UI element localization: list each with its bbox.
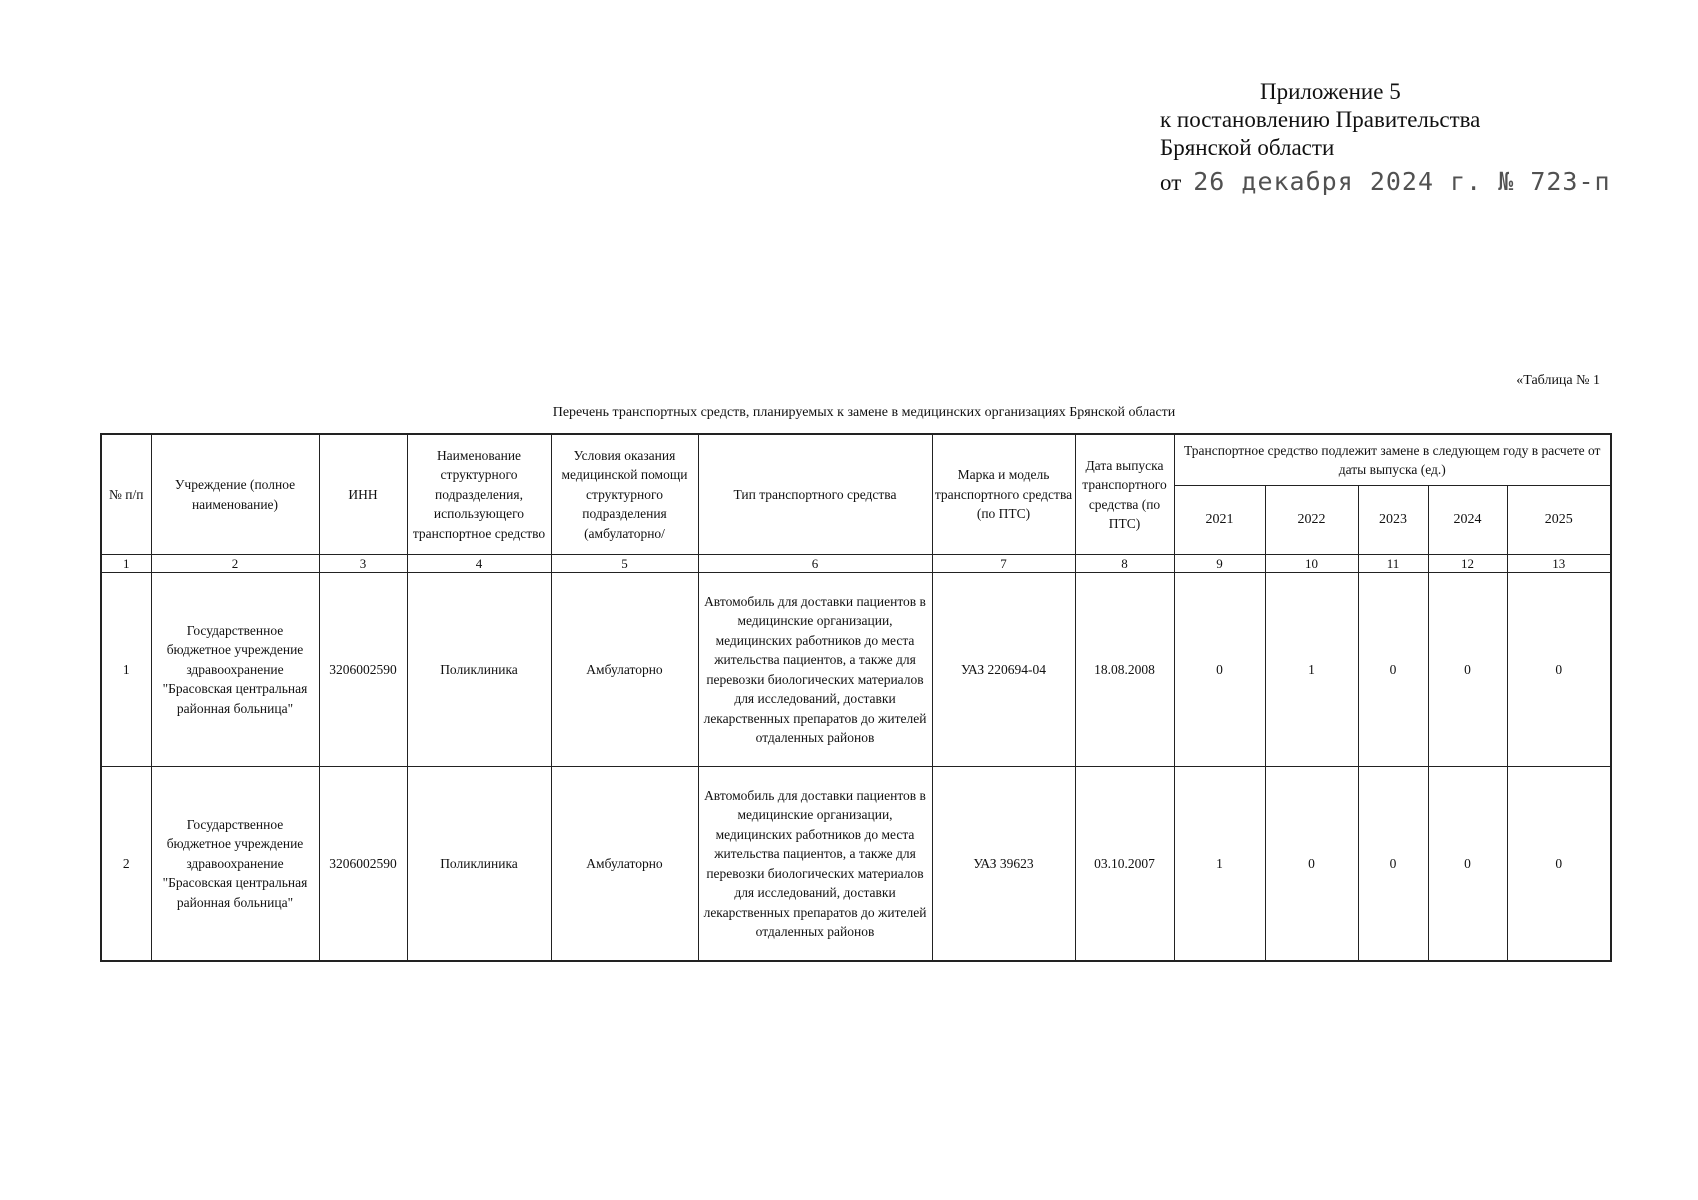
cell-conditions: Амбулаторно	[551, 573, 698, 767]
column-number: 5	[551, 555, 698, 573]
cell-org: Государственное бюджетное учреждение здравоохранение "Брасовская центральная районная больница"	[151, 767, 319, 962]
column-number: 9	[1174, 555, 1265, 573]
header-num: № п/п	[101, 434, 151, 555]
column-number: 4	[407, 555, 551, 573]
header-year: 2025	[1507, 486, 1611, 555]
appendix-date-stamp: 26 декабря 2024 г. № 723-п	[1193, 167, 1611, 196]
header-conditions-text: Условия оказания медицинской помощи структурного подразделения (амбулаторно/	[561, 447, 688, 541]
appendix-number: Приложение 5	[1260, 79, 1401, 104]
column-numbers-row	[101, 555, 1611, 573]
table-number-label: «Таблица № 1	[1516, 373, 1600, 388]
header-year: 2021	[1174, 486, 1265, 555]
column-number: 8	[1075, 555, 1174, 573]
cell-model: УАЗ 220694-04	[932, 573, 1075, 767]
column-number: 1	[101, 555, 151, 573]
header-replace: Транспортное средство подлежит замене в следующем году в расчете от даты выпуска (ед.)	[1174, 434, 1611, 486]
cell-2023: 0	[1358, 573, 1428, 767]
cell-2022: 0	[1265, 767, 1358, 962]
cell-2023: 0	[1358, 767, 1428, 962]
header-year: 2023	[1358, 486, 1428, 555]
cell-unit: Поликлиника	[407, 573, 551, 767]
table-row	[101, 573, 1611, 767]
column-number: 12	[1428, 555, 1507, 573]
cell-type: Автомобиль для доставки пациентов в медицинские организации, медицинских работников до места жительства пациентов, а также для перевозки биологических материалов для исследований, доставки лекарственных препаратов до жителей отдаленных районов	[698, 767, 932, 962]
header-unit	[407, 434, 551, 555]
cell-2024: 0	[1428, 767, 1507, 962]
table-title: Перечень транспортных средств, планируемых к замене в медицинских организациях Брянской области	[552, 405, 1176, 420]
column-number: 6	[698, 555, 932, 573]
cell-2021: 1	[1174, 767, 1265, 962]
header-model: Марка и модель транспортного средства (по ПТС)	[932, 434, 1075, 555]
header-date: Дата выпуска транспортного средства (по ПТС)	[1075, 434, 1174, 555]
cell-conditions: Амбулаторно	[551, 767, 698, 962]
cell-2025: 0	[1507, 573, 1611, 767]
column-number: 13	[1507, 555, 1611, 573]
column-number: 2	[151, 555, 319, 573]
appendix-decree: к постановлению Правительства	[1160, 107, 1481, 132]
cell-num: 2	[101, 767, 151, 962]
header-conditions	[551, 434, 698, 555]
appendix-date-prefix: от	[1160, 170, 1182, 195]
header-unit-text: Наименование структурного подразделения, использующего транспортное средство	[412, 447, 546, 541]
cell-type: Автомобиль для доставки пациентов в медицинские организации, медицинских работников до места жительства пациентов, а также для перевозки биологических материалов для исследований, доставки лекарственных препаратов до жителей отдаленных районов	[698, 573, 932, 767]
appendix-header	[1160, 78, 1611, 197]
cell-model: УАЗ 39623	[932, 767, 1075, 962]
vehicles-table	[100, 433, 1612, 962]
table-row	[101, 767, 1611, 962]
cell-inn: 3206002590	[319, 767, 407, 962]
cell-2022: 1	[1265, 573, 1358, 767]
appendix-date-line	[1160, 168, 1611, 197]
header-type: Тип транспортного средства	[698, 434, 932, 555]
header-row-top	[101, 434, 1611, 486]
cell-date: 18.08.2008	[1075, 573, 1174, 767]
cell-inn: 3206002590	[319, 573, 407, 767]
cell-2025: 0	[1507, 767, 1611, 962]
header-org: Учреждение (полное наименование)	[151, 434, 319, 555]
header-year: 2022	[1265, 486, 1358, 555]
cell-date: 03.10.2007	[1075, 767, 1174, 962]
header-year: 2024	[1428, 486, 1507, 555]
appendix-region: Брянской области	[1160, 135, 1335, 160]
column-number: 11	[1358, 555, 1428, 573]
cell-2024: 0	[1428, 573, 1507, 767]
cell-2021: 0	[1174, 573, 1265, 767]
cell-unit: Поликлиника	[407, 767, 551, 962]
header-inn: ИНН	[319, 434, 407, 555]
column-number: 3	[319, 555, 407, 573]
column-number: 7	[932, 555, 1075, 573]
cell-num: 1	[101, 573, 151, 767]
cell-org: Государственное бюджетное учреждение здравоохранение "Брасовская центральная районная больница"	[151, 573, 319, 767]
column-number: 10	[1265, 555, 1358, 573]
